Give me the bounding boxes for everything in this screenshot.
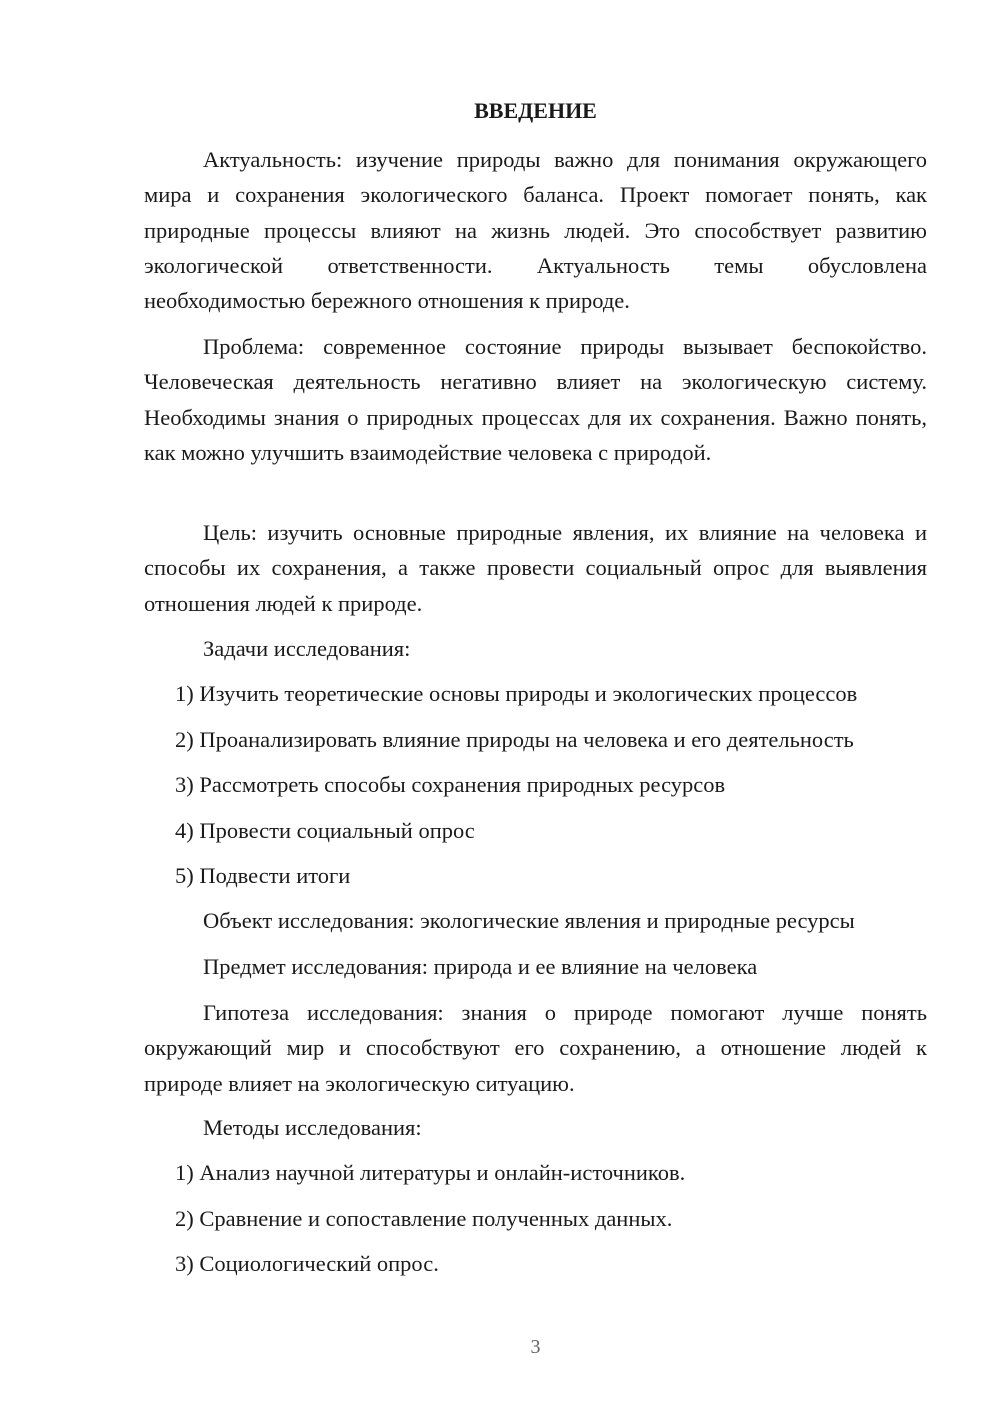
- task-item-3: 3) Рассмотреть способы сохранения природных ресурсов: [175, 772, 726, 797]
- page-number: 3: [530, 1336, 541, 1358]
- paragraph-problem: Проблема: современное состояние природы вызывает беспокойство. Человеческая деятельность негативно влияет на экологическую систему. Необходимы знания о природных процессах для их сохранения. Важно понять, как можно улучшить взаимодействие человека с природой.: [144, 334, 927, 465]
- method-item-2: 2) Сравнение и сопоставление полученных данных.: [175, 1206, 673, 1231]
- paragraph-hypothesis: Гипотеза исследования: знания о природе помогают лучше понять окружающий мир и способствуют его сохранению, а отношение людей к природе влияет на экологическую ситуацию.: [144, 1000, 927, 1096]
- task-item-5: 5) Подвести итоги: [175, 863, 351, 888]
- paragraph-relevance: Актуальность: изучение природы важно для понимания окружающего мира и сохранения экологического баланса. Проект помогает понять, как природные процессы влияют на жизнь людей. Это способствует развитию экологической ответственности. Актуальность темы обусловлена необходимостью бережного отношения к природе.: [144, 147, 927, 314]
- document-page: [144, 0, 927, 1414]
- paragraph-object: Объект исследования: экологические явления и природные ресурсы: [203, 908, 855, 933]
- task-item-4: 4) Провести социальный опрос: [175, 818, 475, 843]
- method-item-1: 1) Анализ научной литературы и онлайн-источников.: [175, 1160, 686, 1185]
- paragraph-subject: Предмет исследования: природа и ее влияние на человека: [203, 954, 758, 979]
- paragraph-goal: Цель: изучить основные природные явления, их влияние на человека и способы их сохранения, а также провести социальный опрос для выявления отношения людей к природе.: [144, 520, 927, 616]
- task-item-2: 2) Проанализировать влияние природы на человека и его деятельность: [175, 727, 854, 752]
- tasks-heading: Задачи исследования:: [203, 636, 411, 661]
- methods-heading: Методы исследования:: [203, 1115, 422, 1140]
- page-title: ВВЕДЕНИЕ: [474, 98, 597, 123]
- method-item-3: 3) Социологический опрос.: [175, 1251, 439, 1276]
- task-item-1: 1) Изучить теоретические основы природы и экологических процессов: [175, 681, 858, 706]
